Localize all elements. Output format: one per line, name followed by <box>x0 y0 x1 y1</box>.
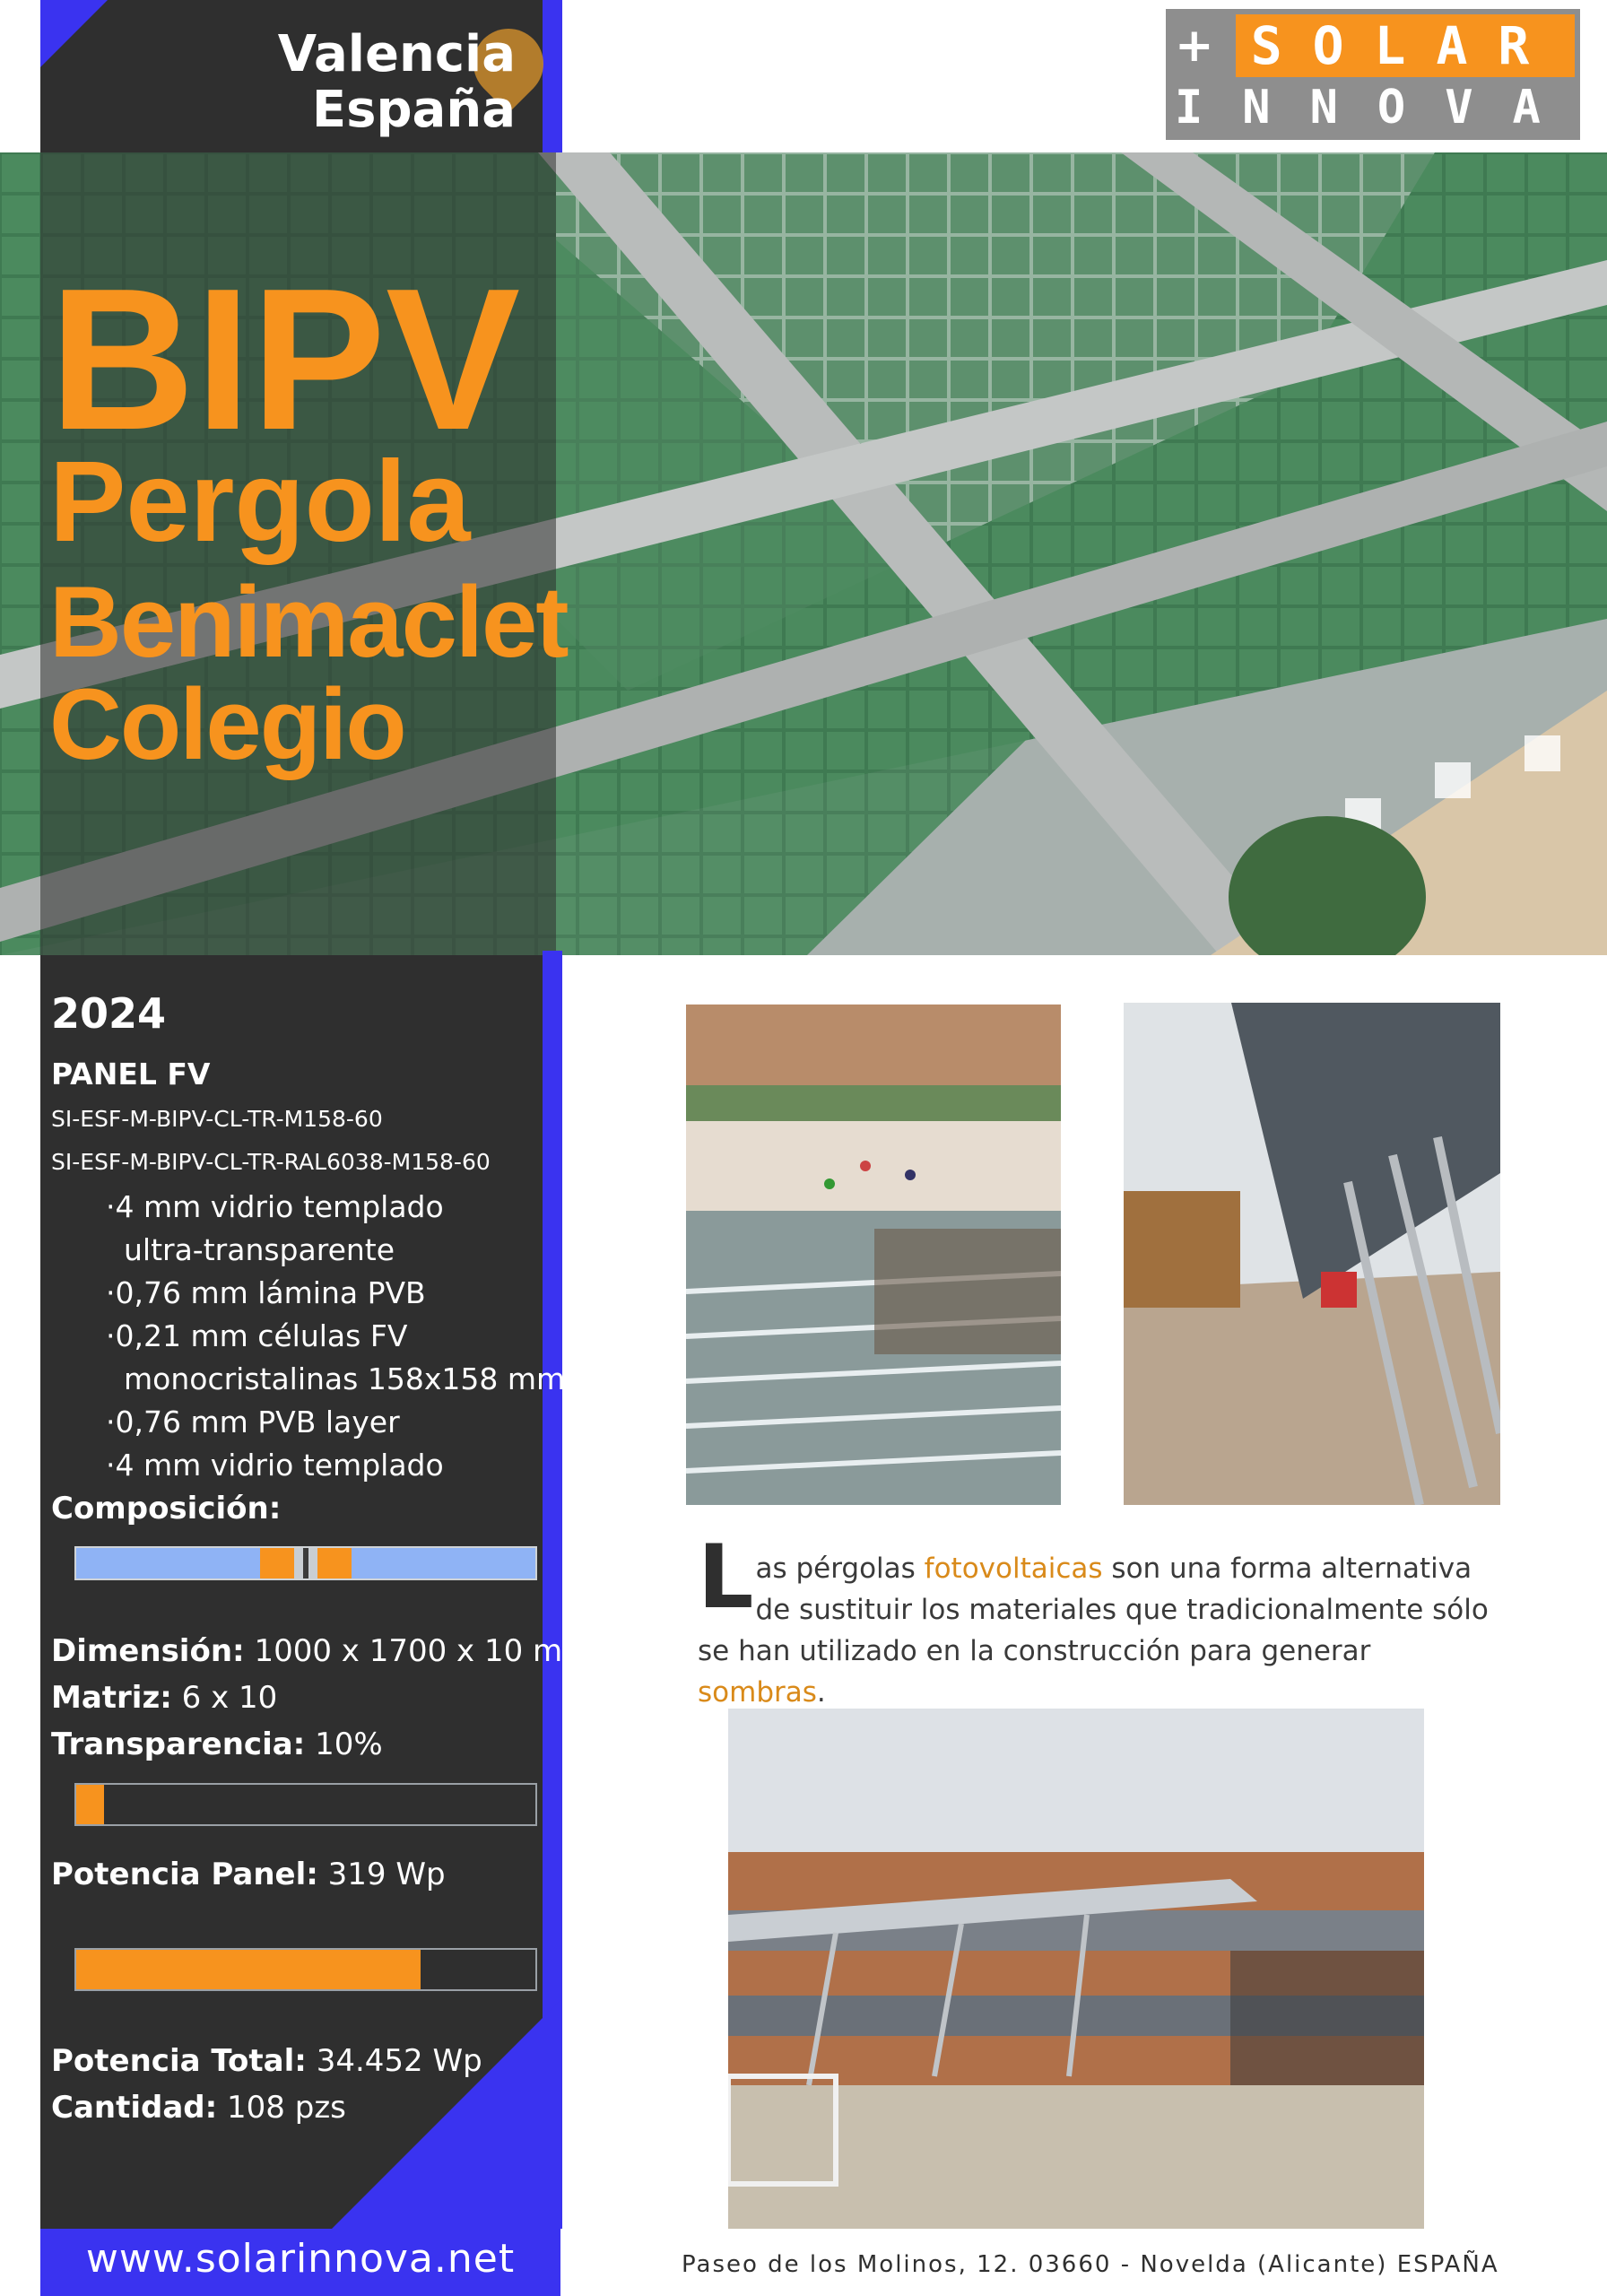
total-power-label: Potencia Total: <box>51 2043 307 2079</box>
composition-label: Composición: <box>51 1491 282 1526</box>
panel-power-value: 319 Wp <box>327 1857 446 1892</box>
location-block <box>179 27 516 138</box>
matrix-row <box>51 1674 592 1721</box>
matrix-value: 6 x 10 <box>181 1680 278 1716</box>
footer-address: Paseo de los Molinos, 12. 03660 - Novelda (Alicante) ESPAÑA <box>682 2251 1499 2278</box>
photo-walkway-graphic <box>1124 1003 1500 1505</box>
composition-cell-layer <box>317 1548 352 1578</box>
logo-plus: + <box>1175 19 1214 73</box>
layer-item: ·4 mm vidrio templado <box>106 1448 444 1483</box>
blue-strip-accent <box>543 0 562 152</box>
matrix-label: Matriz: <box>51 1680 172 1716</box>
description-text-1: as pérgolas <box>755 1552 925 1585</box>
highlight-sombras: sombras <box>698 1676 817 1709</box>
title-colegio: Colegio <box>49 668 405 780</box>
photo-playground-graphic <box>686 1004 1061 1505</box>
total-power-row <box>51 2038 482 2084</box>
panel-model-2: SI-ESF-M-BIPV-CL-TR-RAL6038-M158-60 <box>51 1149 491 1175</box>
highlight-fotovoltaicas: fotovoltaicas <box>924 1552 1103 1585</box>
photo-playground <box>686 1004 1061 1505</box>
panel-heading: PANEL FV <box>51 1057 211 1091</box>
photo-walkway <box>1124 1003 1500 1505</box>
layer-item: ·4 mm vidrio templado <box>106 1189 444 1224</box>
transparency-row <box>51 1721 592 1768</box>
transparency-bar-fill <box>76 1785 104 1824</box>
composition-pvb-layer <box>294 1548 303 1578</box>
description-text-2: son una forma alternativa de sustituir los materiales que tradicionalmente sólo se han utilizado en la construcción para generar <box>698 1552 1489 1667</box>
logo-brand-top: SOLAR <box>1236 14 1575 77</box>
composition-cell-layer <box>260 1548 294 1578</box>
layer-item: ultra-transparente <box>124 1232 395 1267</box>
total-power-value: 34.452 Wp <box>316 2043 482 2079</box>
description-paragraph <box>698 1526 1505 1713</box>
photo-school <box>728 1709 1424 2229</box>
website-link[interactable]: www.solarinnova.net <box>85 2236 516 2282</box>
location-country: España <box>311 81 516 139</box>
dimension-row <box>51 1628 592 1674</box>
panel-power-label: Potencia Panel: <box>51 1857 318 1892</box>
blue-corner-accent <box>40 0 108 67</box>
description-text-3: . <box>816 1676 826 1709</box>
quantity-row <box>51 2084 482 2131</box>
solar-innova-logo <box>1166 9 1580 140</box>
panel-power-bar <box>74 1948 537 1991</box>
layer-item: ·0,76 mm lámina PVB <box>106 1275 426 1310</box>
title-benimaclet: Benimaclet <box>49 566 568 678</box>
composition-bar <box>74 1546 537 1580</box>
logo-brand-bottom: INNOVA <box>1175 81 1580 135</box>
transparency-bar <box>74 1783 537 1826</box>
photo-school-graphic <box>728 1709 1424 2229</box>
transparency-value: 10% <box>315 1726 383 1762</box>
quantity-label: Cantidad: <box>51 2090 218 2126</box>
panel-power-row <box>51 1857 446 1892</box>
quantity-value: 108 pzs <box>227 2090 346 2126</box>
layer-item: ·0,21 mm células FV <box>106 1318 408 1353</box>
title-main: BIPV <box>49 246 521 472</box>
dimension-matrix-block <box>51 1628 592 1768</box>
layer-item: ·0,76 mm PVB layer <box>106 1405 400 1439</box>
project-year: 2024 <box>51 989 167 1038</box>
totals-block <box>51 2038 482 2131</box>
composition-pvb-layer <box>308 1548 317 1578</box>
dimension-label: Dimensión: <box>51 1633 245 1669</box>
transparency-label: Transparencia: <box>51 1726 306 1762</box>
panel-power-bar-fill <box>76 1950 421 1989</box>
title-pergola: Pergola <box>49 438 471 566</box>
panel-model-1: SI-ESF-M-BIPV-CL-TR-M158-60 <box>51 1106 383 1132</box>
drop-cap: L <box>698 1526 754 1629</box>
layer-item: monocristalinas 158x158 mm <box>124 1361 566 1396</box>
location-city: Valencia <box>277 25 516 83</box>
dimension-value: 1000 x 1700 x 10 mm <box>254 1633 593 1669</box>
layer-list <box>106 1186 565 1487</box>
